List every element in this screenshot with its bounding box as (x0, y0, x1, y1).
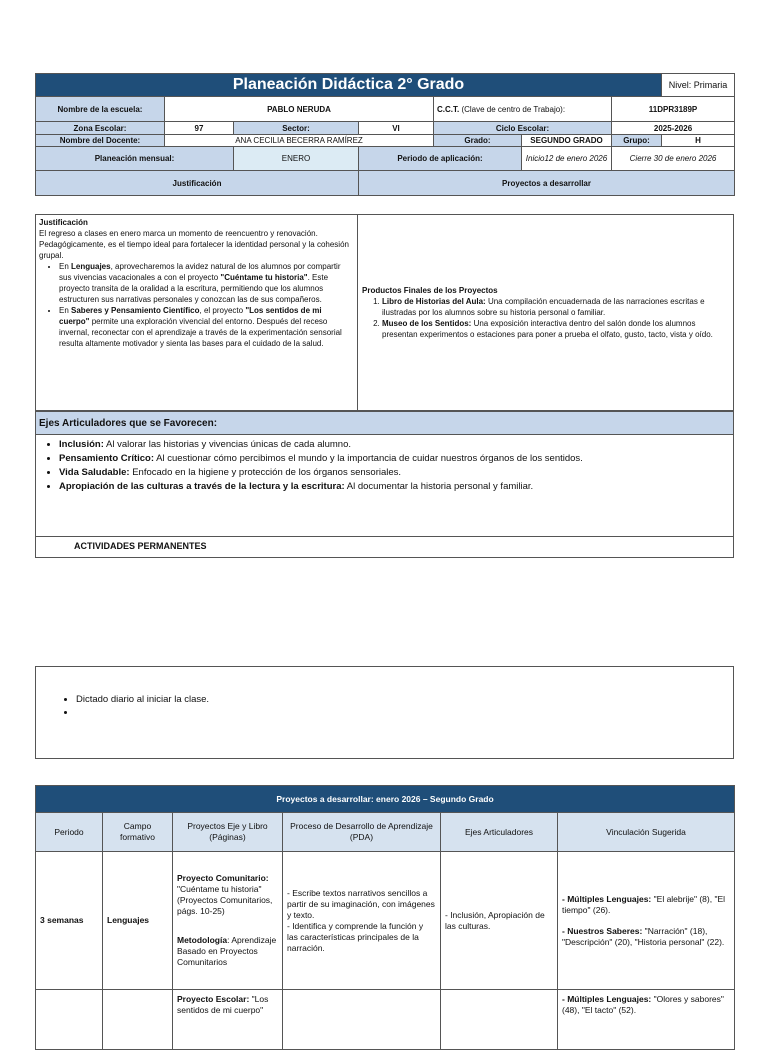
list-item: 1. Libro de Historias del Aula: Una compilación encuadernada de las narraciones escritas e ilustradas por los alumnos sobre su historia personal o familiar. (382, 296, 729, 318)
justification-title: Justificación (39, 218, 88, 227)
list-item: • Vida Saludable: Enfocado en la higiene y protección de los órganos sensoriales. (59, 466, 730, 480)
projects-table (35, 785, 735, 1050)
justification-intro: El regreso a clases en enero marca un momento de reencuentro y renovación. Pedagógicamente, es el tiempo ideal para fortalecer la identidad personal y la cohesión grupal. (39, 229, 349, 260)
grado-value: SEGUNDO GRADO (522, 135, 612, 147)
ejes-list (39, 438, 730, 494)
list-item: • Apropiación de las culturas a través de la lectura y la escritura: Al documentar la historia personal y familiar. (59, 480, 730, 494)
campo-cell: Lenguajes (103, 852, 173, 990)
zona-value: 97 (165, 122, 234, 135)
list-item: • Pensamiento Crítico: Al cuestionar cómo percibimos el mundo y la importancia de cuidar nuestros órganos de los sentidos. (59, 452, 730, 466)
proyecto-cell: Proyecto Escolar: "Los sentidos de mi cuerpo" (173, 990, 283, 1050)
justification-text (36, 215, 358, 410)
mensual-label: Planeación mensual: (36, 147, 234, 171)
mensual-value: ENERO (234, 147, 359, 171)
justification-section (35, 214, 734, 411)
actividades-list (56, 693, 713, 719)
nivel-label: Nivel: Primaria (662, 74, 735, 97)
periodo-cierre: Cierre 30 de enero 2026 (612, 147, 735, 171)
column-header: Ejes Articuladores (441, 813, 558, 852)
actividades-box (35, 666, 734, 759)
table-row (36, 852, 735, 990)
grupo-value: H (662, 135, 735, 147)
column-header: Campo formativo (103, 813, 173, 852)
column-header: Proceso de Desarrollo de Aprendizaje (PDA) (283, 813, 441, 852)
projects-table-title: Proyectos a desarrollar: enero 2026 – Segundo Grado (36, 786, 735, 813)
cct-value: 11DPR3189P (612, 97, 735, 122)
column-header: Proyectos Eje y Libro (Páginas) (173, 813, 283, 852)
products-title: Productos Finales de los Proyectos (362, 286, 498, 295)
docente-label: Nombre del Docente: (36, 135, 165, 147)
ciclo-label: Ciclo Escolar: (434, 122, 612, 135)
list-item: • En Lenguajes, aprovecharemos la avidez natural de los alumnos por compartir sus vivencias vacacionales a con el proyecto "Cuéntame tu historia". Este proyecto transita de la oralidad a la escritura, permitiendo que los alumnos estructuren sus narrativas personales y conozcan las de sus compañeros. (59, 261, 354, 305)
list-item: • Inclusión: Al valorar las historias y vivencias únicas de cada alumno. (59, 438, 730, 452)
page-title: Planeación Didáctica 2° Grado (36, 74, 662, 97)
actividades-heading: ACTIVIDADES PERMANENTES (35, 537, 734, 558)
pda-cell: - Escribe textos narrativos sencillos a partir de su imaginación, con imágenes y texto. - Identifica y comprende la función y las características principales de la narración. (283, 852, 441, 990)
zona-label: Zona Escolar: (36, 122, 165, 135)
periodo-cell: 3 semanas (36, 852, 103, 990)
products-text (358, 215, 733, 410)
justificacion-heading: Justificación (36, 171, 359, 196)
docente-value: ANA CECILIA BECERRA RAMÍREZ (165, 135, 434, 147)
column-header: Periodo (36, 813, 103, 852)
vinculacion-cell: - Múltiples Lenguajes: "Olores y sabores" (48), "El tacto" (52). (558, 990, 735, 1050)
list-item: • En Saberes y Pensamiento Científico, el proyecto "Los sentidos de mi cuerpo" permite una exploración vivencial del entorno. Después del receso invernal, reconectar con el aprendizaje a través de la experimentación sensorial resulta altamente motivador y sienta las bases para el cuidado de la salud. (59, 305, 354, 349)
products-list (362, 296, 729, 340)
ejes-section (35, 435, 734, 537)
grado-label: Grado: (434, 135, 522, 147)
sector-value: VI (359, 122, 434, 135)
proyecto-cell: Proyecto Comunitario: "Cuéntame tu historia" (Proyectos Comunitarios, págs. 10-25) Metodología: Aprendizaje Basado en Proyectos Comunitarios (173, 852, 283, 990)
ejes-cell: - Inclusión, Apropiación de las culturas. (441, 852, 558, 990)
table-row (36, 990, 735, 1050)
justification-list (39, 261, 354, 349)
planning-header-table (35, 73, 735, 196)
ciclo-value: 2025-2026 (612, 122, 735, 135)
escuela-label: Nombre de la escuela: (36, 97, 165, 122)
column-header: Vinculación Sugerida (558, 813, 735, 852)
ejes-heading: Ejes Articuladores que se Favorecen: (35, 411, 734, 435)
grupo-label: Grupo: (612, 135, 662, 147)
vinculacion-cell: - Múltiples Lenguajes: "El alebrije" (8), "El tiempo" (26). - Nuestros Saberes: "Narración" (18), "Descripción" (20), "Historia personal" (22). (558, 852, 735, 990)
periodo-inicio: Inicio12 de enero 2026 (522, 147, 612, 171)
periodo-label: Periodo de aplicación: (359, 147, 522, 171)
proyectos-heading: Proyectos a desarrollar (359, 171, 735, 196)
list-item: • Dictado diario al iniciar la clase. (76, 693, 713, 706)
escuela-value: PABLO NERUDA (165, 97, 434, 122)
sector-label: Sector: (234, 122, 359, 135)
cct-label: C.C.T. (Clave de centro de Trabajo): (434, 97, 612, 122)
list-item: 2. Museo de los Sentidos: Una exposición interactiva dentro del salón donde los alumnos presentan experimentos o estaciones para poner a prueba el olfato, gusto, tacto, vista y oído. (382, 318, 729, 340)
list-item (76, 706, 713, 719)
